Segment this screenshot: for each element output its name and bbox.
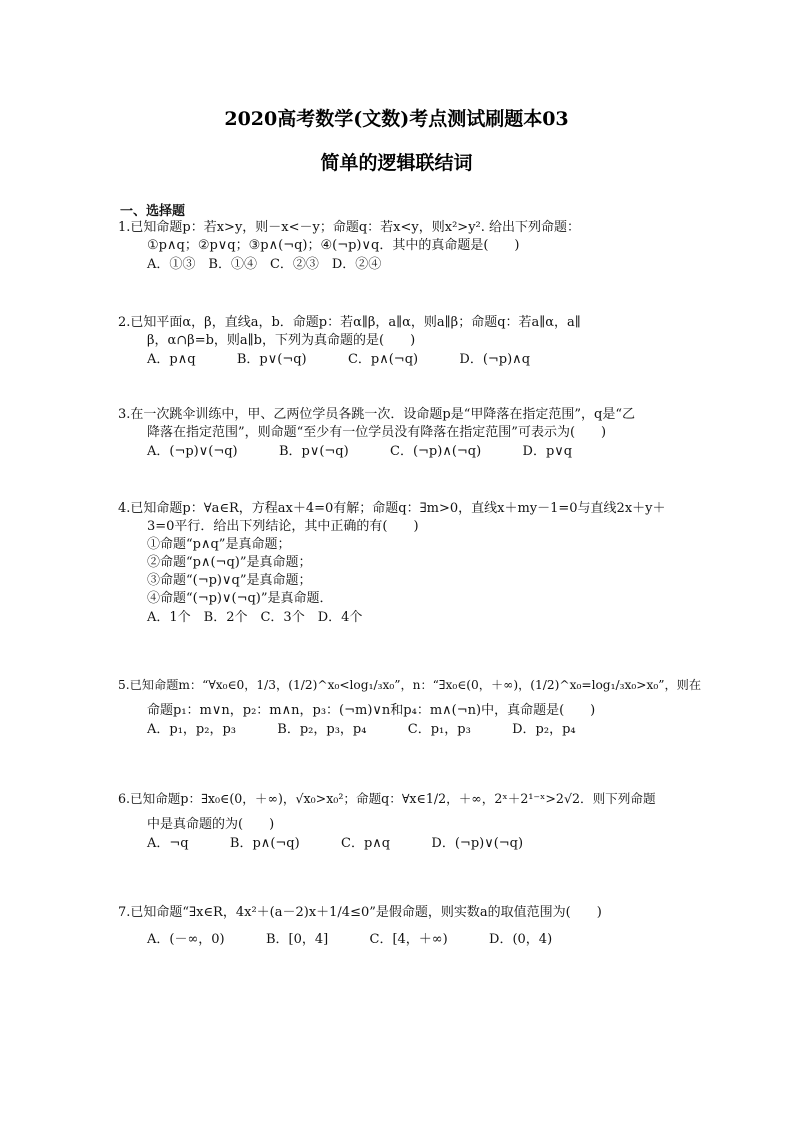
question-2 <box>118 314 718 370</box>
question-4 <box>118 500 718 628</box>
question-5 <box>118 676 718 740</box>
question-3-options: A．(¬p)∨(¬q) B．p∨(¬q) C．(¬p)∧(¬q) D．p∨q <box>147 444 573 459</box>
question-3 <box>118 406 718 462</box>
question-1-options: A．①③ B．①④ C．②③ D．②④ <box>147 257 382 272</box>
question-7 <box>118 904 718 950</box>
question-4-options: A．1个 B．2个 C．3个 D．4个 <box>147 610 363 625</box>
question-4-statement-4: ④命题“(¬p)∨(¬q)”是真命题． <box>147 591 333 606</box>
question-1-statements: ①p∧q；②p∨q；③p∧(¬q)；④(¬p)∨q．其中的真命题是( ) <box>147 238 520 253</box>
question-2-stem-cont: β，α∩β=b，则a∥b，下列为真命题的是( ) <box>147 333 416 348</box>
question-2-options: A．p∧q B．p∨(¬q) C．p∧(¬q) D．(¬p)∧q <box>147 352 531 367</box>
question-5-options: A．p₁，p₂，p₃ B．p₂，p₃，p₄ C．p₁，p₃ D．p₂，p₄ <box>147 722 576 737</box>
question-2-stem: 2.已知平面α，β，直线a，b．命题p：若α∥β，a∥α，则a∥β；命题q：若a∥α，a∥ <box>118 315 581 330</box>
question-4-stem-cont: 3=0平行．给出下列结论，其中正确的有( ) <box>147 519 419 534</box>
question-7-options: A．(－∞，0) B．[0，4] C．[4，＋∞) D．(0，4) <box>147 932 553 947</box>
page-title: 2020高考数学(文数)考点测试刷题本03 <box>224 108 569 130</box>
question-5-stem-cont: 命题p₁：m∨n，p₂：m∧n，p₃：(¬m)∨n和p₄：m∧(¬n)中，真命题是( ) <box>147 703 596 718</box>
question-4-statement-2: ②命题“p∧(¬q)”是真命题； <box>147 555 312 570</box>
question-1 <box>118 219 718 275</box>
question-6-stem: 6.已知命题p：∃x₀∈(0，＋∞)，√x₀>x₀²；命题q：∀x∈1/2，＋∞，2ˣ＋2¹⁻ˣ>2√2．则下列命题 <box>118 791 656 806</box>
question-7-stem: 7.已知命题“∃x∈R，4x²＋(a－2)x＋1/4≤0”是假命题，则实数a的取值范围为( ) <box>118 905 602 920</box>
question-4-stem: 4.已知命题p：∀a∈R，方程ax＋4=0有解；命题q：∃m>0，直线x＋my－1=0与直线2x＋y＋ <box>118 501 666 516</box>
question-6-options: A．¬q B．p∧(¬q) C．p∧q D．(¬p)∨(¬q) <box>147 836 524 851</box>
question-1-stem: 1.已知命题p：若x>y，则－x<－y；命题q：若x<y，则x²>y². 给出下列命题： <box>118 220 581 235</box>
section-heading: 一、选择题 <box>120 204 186 219</box>
question-6 <box>118 790 718 854</box>
question-3-stem: 3.在一次跳伞训练中，甲、乙两位学员各跳一次．设命题p是“甲降落在指定范围”，q是“乙 <box>118 407 635 422</box>
question-3-stem-cont: 降落在指定范围”，则命题“至少有一位学员没有降落在指定范围”可表示为( ) <box>147 425 607 440</box>
question-6-stem-cont: 中是真命题的为( ) <box>147 817 275 832</box>
question-5-stem: 5.已知命题m：“∀x₀∈0，1/3，(1/2)^x₀<log₁/₃x₀”，n：“∃x₀∈(0，＋∞)，(1/2)^x₀=log₁/₃x₀>x₀”，则在 <box>118 678 702 692</box>
question-4-statement-1: ①命题“p∧q”是真命题； <box>147 537 291 552</box>
question-4-statement-3: ③命题“(¬p)∨q”是真命题； <box>147 573 312 588</box>
page-subtitle: 简单的逻辑联结词 <box>320 152 473 174</box>
